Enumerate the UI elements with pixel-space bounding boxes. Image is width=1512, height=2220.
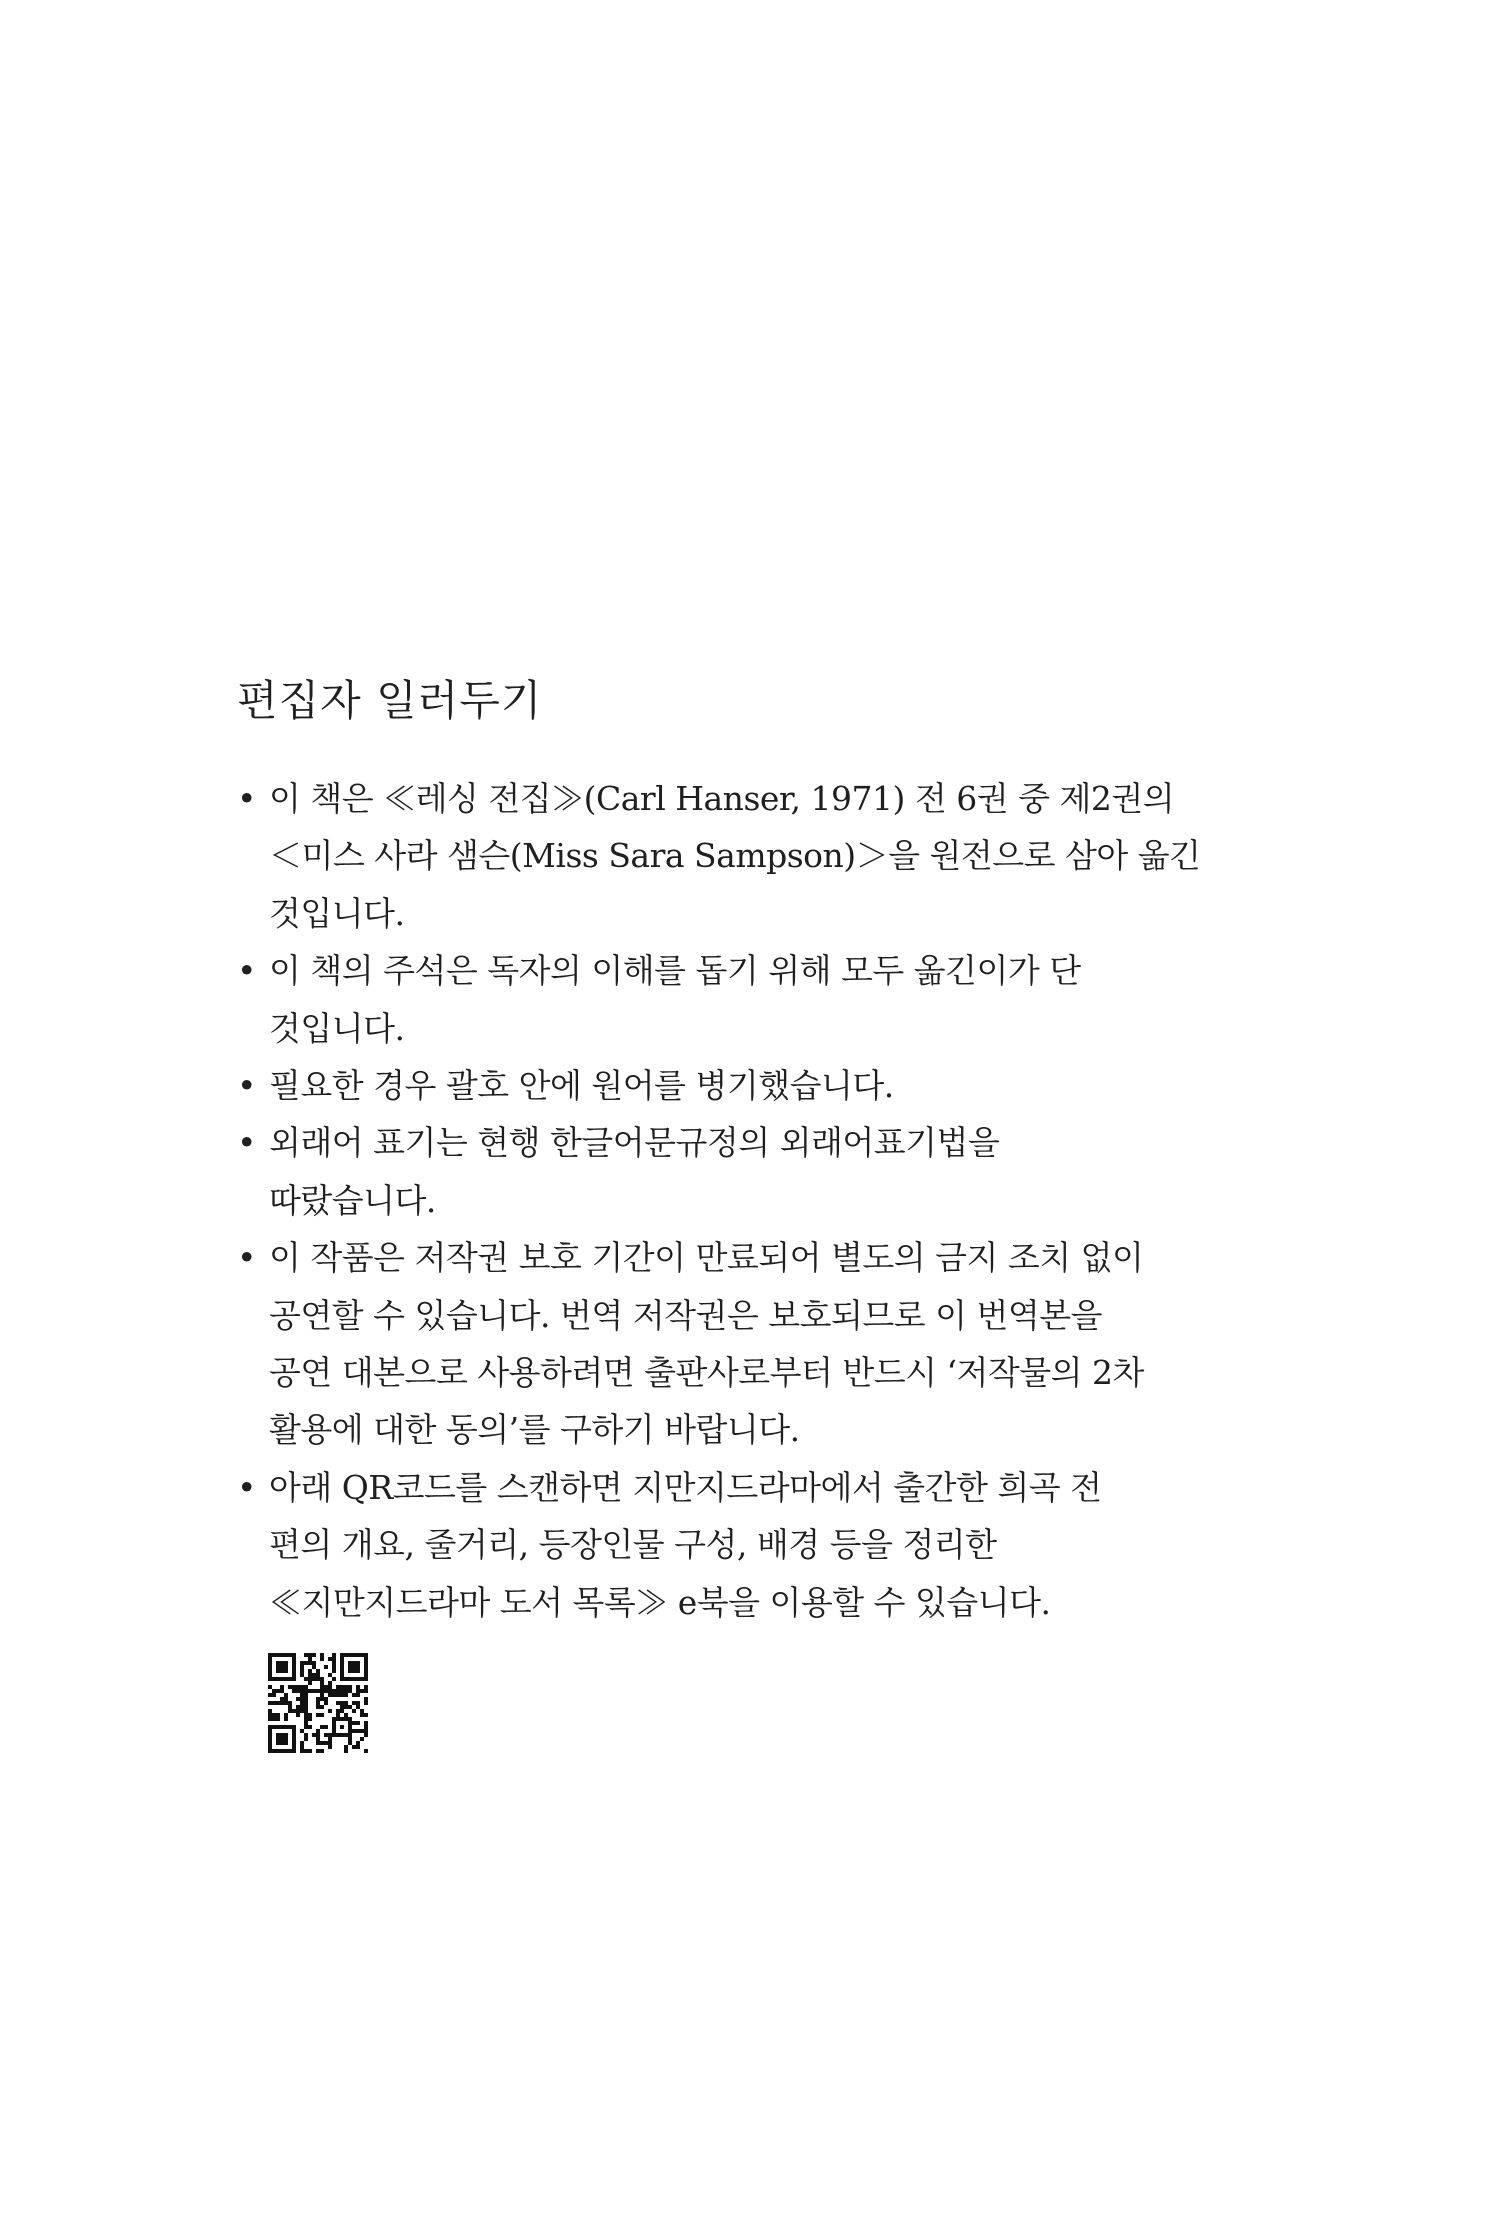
list-item <box>237 1057 1237 1114</box>
note-line: 따랐습니다. <box>269 1180 436 1220</box>
list-item <box>237 1459 1237 1631</box>
bullet-icon: • <box>237 951 256 991</box>
note-line: 아래 QR코드를 스캔하면 지만지드라마에서 출간한 희곡 전 <box>269 1467 1102 1507</box>
note-line: ＜미스 사라 샘슨(Miss Sara Sampson)＞을 원전으로 삼아 옮긴 <box>269 836 1201 876</box>
bullet-icon: • <box>237 779 256 818</box>
note-line: 이 작품은 저작권 보호 기간이 만료되어 별도의 금지 조치 없이 <box>269 1238 1144 1278</box>
note-line: 공연할 수 있습니다. 번역 저작권은 보호되므로 이 번역본을 <box>269 1295 1102 1335</box>
bullet-icon: • <box>237 1066 256 1106</box>
list-item <box>237 770 1237 942</box>
note-line: 것입니다. <box>269 893 405 933</box>
list-item <box>237 942 1237 1057</box>
qr-code-icon[interactable] <box>268 1653 368 1753</box>
note-line: 활용에 대한 동의’를 구하기 바랍니다. <box>269 1410 800 1450</box>
note-line: 편의 개요, 줄거리, 등장인물 구성, 배경 등을 정리한 <box>269 1525 997 1565</box>
page-title: 편집자 일러두기 <box>237 676 543 725</box>
note-line: 필요한 경우 괄호 안에 원어를 병기했습니다. <box>269 1066 894 1106</box>
note-line: ≪지만지드라마 도서 목록≫ e북을 이용할 수 있습니다. <box>269 1582 1051 1622</box>
notes-list <box>237 770 1237 1631</box>
list-item <box>237 1114 1237 1229</box>
note-line: 공연 대본으로 사용하려면 출판사로부터 반드시 ‘저작물의 2차 <box>269 1353 1144 1393</box>
note-line: 이 책은 ≪레싱 전집≫(Carl Hanser, 1971) 전 6권 중 제2권의 <box>269 779 1175 818</box>
bullet-icon: • <box>237 1123 256 1163</box>
list-item <box>237 1229 1237 1459</box>
note-line: 이 책의 주석은 독자의 이해를 돕기 위해 모두 옮긴이가 단 <box>269 951 1081 991</box>
bullet-icon: • <box>237 1238 256 1278</box>
bullet-icon: • <box>237 1467 256 1507</box>
note-line: 것입니다. <box>269 1008 405 1048</box>
note-line: 외래어 표기는 현행 한글어문규정의 외래어표기법을 <box>269 1123 1000 1163</box>
